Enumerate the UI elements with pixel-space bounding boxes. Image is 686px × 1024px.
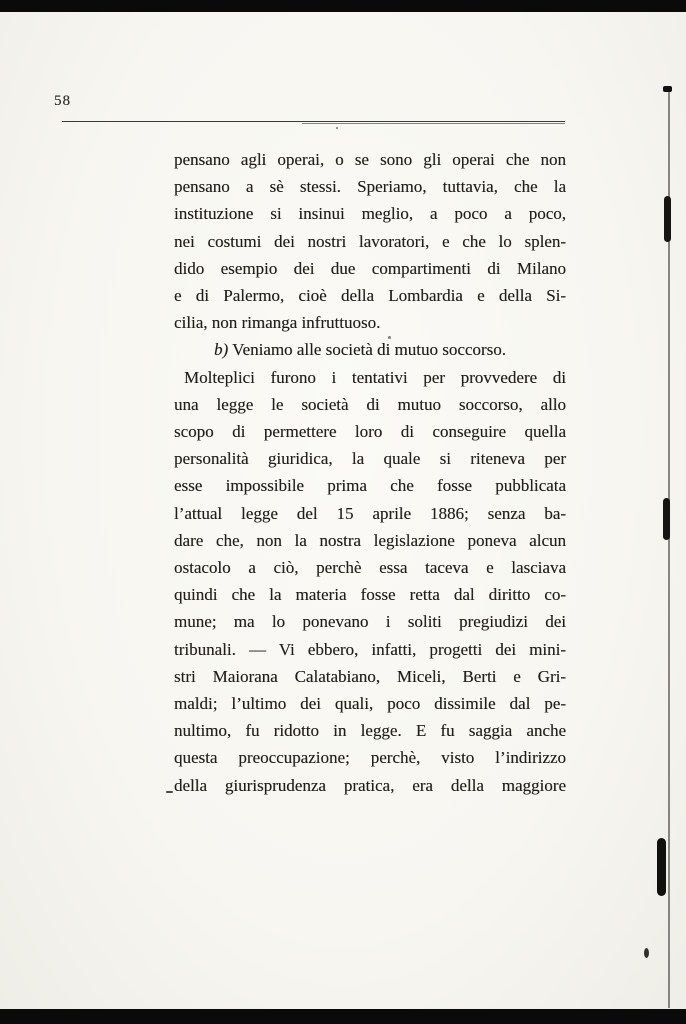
ink-speck	[388, 336, 391, 339]
ink-speck	[166, 791, 173, 793]
text-block	[174, 146, 566, 799]
text-line: dare che, non la nostra legislazione poneva alcun	[174, 530, 566, 550]
scan-artifact-bottom-bar	[0, 1009, 686, 1024]
text-line: scopo di permettere loro di conseguire quella	[174, 422, 566, 442]
text-line: questa preoccupazione; perchè, visto l’indirizzo	[174, 748, 566, 768]
text-line: stri Maiorana Calatabiano, Miceli, Berti e Gri-	[174, 666, 566, 686]
text-line-content: Veniamo alle società di mutuo soccorso.	[232, 340, 506, 360]
ink-blot	[657, 838, 666, 896]
text-line: Molteplici furono i tentativi per provvedere di	[184, 367, 566, 387]
text-line: una legge le società di mutuo soccorso, allo	[174, 394, 566, 414]
ink-blot	[663, 498, 670, 540]
ink-blot	[644, 948, 649, 958]
ink-speck	[336, 127, 338, 129]
text-line	[174, 336, 566, 363]
text-line: pensano agli operai, o se sono gli operai che non	[174, 150, 566, 169]
ink-blot	[664, 196, 671, 242]
text-line: dido esempio dei due compartimenti di Milano	[174, 258, 566, 278]
page-number: 58	[54, 93, 71, 109]
scan-artifact-top-bar	[0, 0, 686, 12]
header-rule-doubling	[302, 123, 565, 124]
text-line: quindi che la materia fosse retta dal diritto co-	[174, 585, 566, 605]
text-line: pensano a sè stessi. Speriamo, tuttavia, che la	[174, 177, 566, 197]
header-rule	[62, 121, 565, 122]
text-line: ostacolo a ciò, perchè essa taceva e lasciava	[174, 558, 566, 578]
text-line: personalità giuridica, la quale si riteneva per	[174, 449, 566, 469]
text-line: mune; ma lo ponevano i soliti pregiudizi dei	[174, 612, 566, 632]
text-line: tribunali. — Vi ebbero, infatti, progetti dei mini-	[174, 639, 566, 659]
text-line: e di Palermo, cioè della Lombardia e della Si-	[174, 286, 566, 306]
text-line: maldi; l’ultimo dei quali, poco dissimile dal pe-	[174, 694, 566, 714]
text-line: nei costumi dei nostri lavoratori, e che lo splen-	[174, 231, 566, 251]
ink-blot	[663, 86, 672, 92]
text-line: esse impossibile prima che fosse pubblicata	[174, 476, 566, 496]
paragraph-marker: b)	[214, 340, 229, 360]
text-line: cilia, non rimanga infruttuoso.	[174, 313, 381, 333]
text-line: nultimo, fu ridotto in legge. E fu saggia anche	[174, 721, 566, 741]
text-line: instituzione si insinui meglio, a poco a poco,	[174, 204, 566, 224]
text-line: della giurisprudenza pratica, era della maggiore	[174, 775, 566, 795]
text-line: l’attual legge del 15 aprile 1886; senza ba-	[174, 503, 566, 523]
